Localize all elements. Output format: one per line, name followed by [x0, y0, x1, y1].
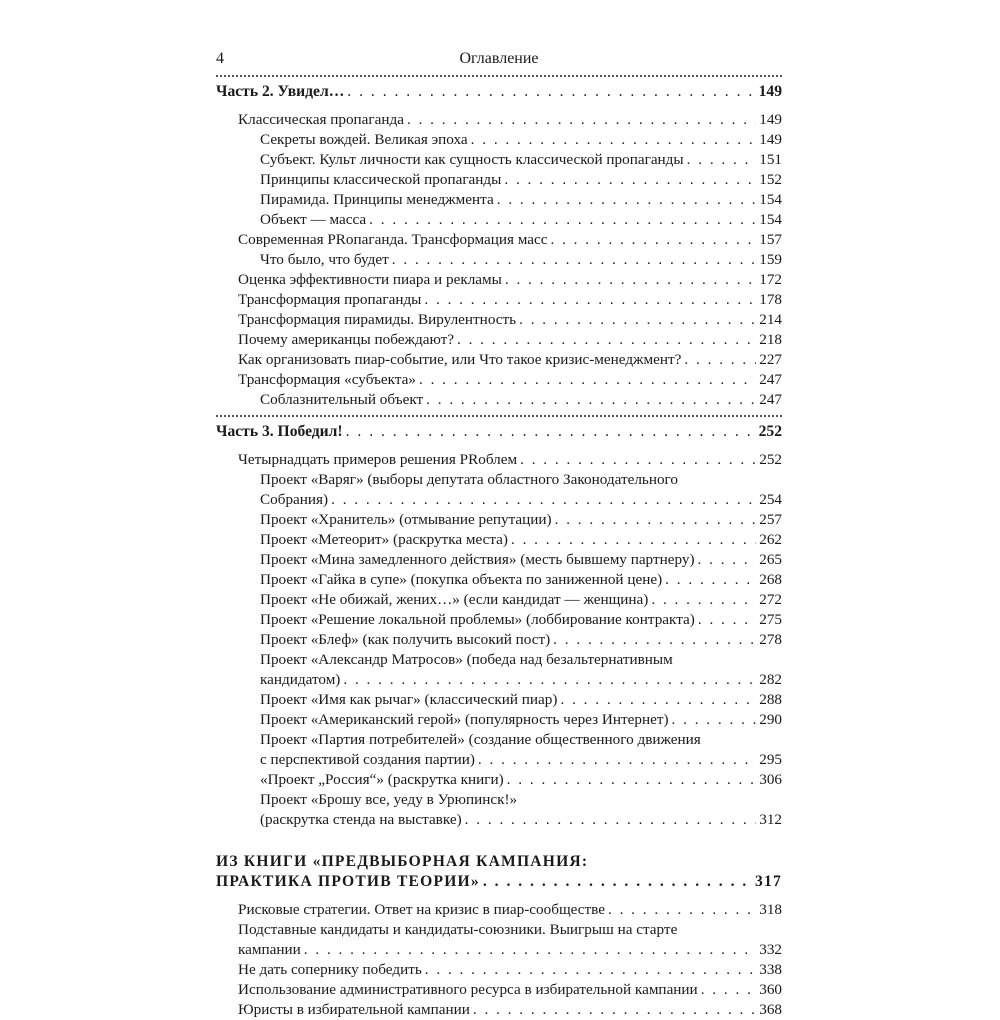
- toc-page-number: 149: [759, 131, 782, 148]
- toc-page-number: 149: [759, 111, 782, 128]
- dot-leader: [497, 190, 757, 210]
- toc-entry: [216, 390, 782, 410]
- dot-leader: [701, 980, 757, 1000]
- toc-page-number: 312: [759, 811, 782, 828]
- section-rule: [216, 415, 782, 417]
- dot-leader: [665, 570, 756, 590]
- toc-page-number: 338: [759, 961, 782, 978]
- toc-entry: [216, 170, 782, 190]
- page-header: [216, 48, 782, 74]
- dot-leader: [505, 270, 756, 290]
- toc-entry-text: Собрания): [260, 491, 329, 508]
- toc-entry: [216, 630, 782, 650]
- toc-entry: [216, 310, 782, 330]
- toc-page-number: 290: [759, 711, 782, 728]
- toc-entry-text: Проект «Не обижай, жених…» (если кандидат — женщина): [260, 591, 649, 608]
- toc-entry: [216, 130, 782, 150]
- toc-page-number: 317: [755, 873, 782, 890]
- toc-entry-text: Проект «Имя как рычаг» (классический пиар): [260, 691, 558, 708]
- toc-entry-text: Классическая пропаганда: [238, 111, 404, 128]
- toc-entry-text: Проект «Мина замедленного действия» (месть бывшему партнеру): [260, 551, 695, 568]
- toc-entry-text: Соблазнительный объект: [260, 391, 424, 408]
- toc-entry: [216, 450, 782, 470]
- dot-leader: [555, 510, 757, 530]
- toc-entry-text: Как организовать пиар-событие, или Что такое кризис-менеджмент?: [238, 351, 682, 368]
- toc-entry-text: «Проект „Россия“» (раскрутка книги): [260, 771, 504, 788]
- toc-entry-text: Проект «Партия потребителей» (создание общественного движения: [260, 731, 701, 748]
- toc-page-number: 306: [759, 771, 782, 788]
- toc-page-number: 272: [759, 591, 782, 608]
- toc-page-number: 154: [759, 191, 782, 208]
- dot-leader: [519, 310, 756, 330]
- toc-page-number: 214: [759, 311, 782, 328]
- toc-page-number: 278: [759, 631, 782, 648]
- toc-page-number: 332: [759, 941, 782, 958]
- toc-page-number: 151: [759, 151, 782, 168]
- toc-entry: [216, 550, 782, 570]
- toc-page-number: 178: [759, 291, 782, 308]
- toc-page-number: 247: [759, 371, 782, 388]
- toc-entry-text: Проект «Гайка в супе» (покупка объекта по заниженной цене): [260, 571, 663, 588]
- toc-page-number: 154: [759, 211, 782, 228]
- toc-entry-text: (раскрутка стенда на выставке): [260, 811, 462, 828]
- dot-leader: [419, 370, 756, 390]
- toc-page-number: 360: [759, 981, 782, 998]
- dot-leader: [504, 170, 756, 190]
- dot-leader: [651, 590, 756, 610]
- toc-page-number: 265: [759, 551, 782, 568]
- toc-entry: [216, 670, 782, 690]
- toc-page-number: 252: [758, 423, 782, 440]
- toc-entry: [216, 350, 782, 370]
- toc-entry-text: с перспективой создания партии): [260, 751, 475, 768]
- dot-leader: [471, 130, 757, 150]
- dot-leader: [687, 150, 757, 170]
- toc-entry: [216, 710, 782, 730]
- dot-leader: [684, 350, 756, 370]
- toc-entry-text: Проект «Брошу все, уеду в Урюпинск!»: [260, 791, 518, 808]
- toc-page-number: 295: [759, 751, 782, 768]
- dot-leader: [560, 690, 756, 710]
- dot-leader: [347, 82, 755, 102]
- toc-entry-text: Пирамида. Принципы менеджмента: [260, 191, 494, 208]
- toc-page-number: 254: [759, 491, 782, 508]
- toc-page-number: 282: [759, 671, 782, 688]
- dot-leader: [425, 960, 756, 980]
- dot-leader: [698, 610, 756, 630]
- toc-entry: [216, 590, 782, 610]
- toc-entry-text: Современная PRопаганда. Трансформация масс: [238, 231, 548, 248]
- dot-leader: [304, 940, 756, 960]
- toc-page-number: 288: [759, 691, 782, 708]
- toc-entry-text: Не дать сопернику победить: [238, 961, 422, 978]
- toc-page-number: 152: [759, 171, 782, 188]
- toc-page-number: 157: [759, 231, 782, 248]
- toc-entry: [216, 250, 782, 270]
- dot-leader: [478, 750, 756, 770]
- toc-entry-text: Четырнадцать примеров решения PRоблем: [238, 451, 518, 468]
- dot-leader: [331, 490, 756, 510]
- toc-entry: [216, 900, 782, 920]
- toc-entry: [216, 690, 782, 710]
- dot-leader: [511, 530, 756, 550]
- toc-entry-text: Принципы классической пропаганды: [260, 171, 502, 188]
- toc-entry-text: Юристы в избирательной кампании: [238, 1001, 470, 1018]
- running-title: Оглавление: [459, 50, 539, 67]
- toc-page-number: 159: [759, 251, 782, 268]
- toc-entry-text: Объект — масса: [260, 211, 367, 228]
- toc-part-title: Часть 2. Увидел…: [216, 83, 345, 100]
- toc-entry-text: кампании: [238, 941, 301, 958]
- table-of-contents: [216, 82, 782, 1020]
- toc-entry: [216, 150, 782, 170]
- toc-entry: [216, 940, 782, 960]
- toc-page-number: 218: [759, 331, 782, 348]
- toc-entry-text: кандидатом): [260, 671, 341, 688]
- dot-leader: [553, 630, 756, 650]
- toc-entry-text: Проект «Александр Матросов» (победа над безальтернативным: [260, 651, 673, 668]
- dot-leader: [426, 390, 756, 410]
- dot-leader: [520, 450, 756, 470]
- dot-leader: [550, 230, 756, 250]
- toc-part-2: [216, 82, 782, 102]
- toc-page-number: 227: [759, 351, 782, 368]
- toc-book-title: ПРАКТИКА ПРОТИВ ТЕОРИИ»: [216, 873, 480, 890]
- toc-entry: [216, 960, 782, 980]
- toc-entry-text: Проект «Метеорит» (раскрутка места): [260, 531, 508, 548]
- dot-leader: [608, 900, 756, 920]
- toc-entry-text: Субъект. Культ личности как сущность классической пропаганды: [260, 151, 684, 168]
- toc-entry-text: Проект «Решение локальной проблемы» (лоббирование контракта): [260, 611, 695, 628]
- toc-entry: [216, 530, 782, 550]
- dot-leader: [465, 810, 757, 830]
- toc-entry-text: Проект «Хранитель» (отмывание репутации): [260, 511, 552, 528]
- toc-page-number: 257: [759, 511, 782, 528]
- toc-page-number: 268: [759, 571, 782, 588]
- toc-entry-text: Что было, что будет: [260, 251, 389, 268]
- toc-page-number: 247: [759, 391, 782, 408]
- toc-page-number: 172: [759, 271, 782, 288]
- toc-entry-text: Почему американцы побеждают?: [238, 331, 454, 348]
- toc-entry: [216, 190, 782, 210]
- toc-entry-text: Трансформация «субъекта»: [238, 371, 416, 388]
- toc-page-number: 368: [759, 1001, 782, 1018]
- toc-entry: [216, 570, 782, 590]
- dot-leader: [698, 550, 757, 570]
- toc-entry-text: Проект «Блеф» (как получить высокий пост): [260, 631, 551, 648]
- dot-leader: [346, 422, 756, 442]
- toc-entry-text: Оценка эффективности пиара и рекламы: [238, 271, 502, 288]
- toc-page-number: 318: [759, 901, 782, 918]
- toc-page-number: 275: [759, 611, 782, 628]
- toc-entry-text: Подставные кандидаты и кандидаты-союзники. Выигрыш на старте: [238, 921, 678, 938]
- toc-entry-text: Рисковые стратегии. Ответ на кризис в пиар-сообществе: [238, 901, 605, 918]
- toc-entry: [216, 290, 782, 310]
- page-number: 4: [216, 50, 224, 67]
- toc-entry: [216, 330, 782, 350]
- toc-entry: [216, 610, 782, 630]
- dot-leader: [483, 872, 752, 892]
- dot-leader: [457, 330, 756, 350]
- dot-leader: [507, 770, 757, 790]
- toc-entry-text: Проект «Американский герой» (популярность через Интернет): [260, 711, 669, 728]
- toc-book-heading: [216, 872, 782, 892]
- dot-leader: [343, 670, 756, 690]
- toc-entry-text: Проект «Варяг» (выборы депутата областного Законодательного: [260, 471, 678, 488]
- toc-entry-text: Трансформация пропаганды: [238, 291, 422, 308]
- dot-leader: [424, 290, 756, 310]
- toc-part-3: [216, 422, 782, 442]
- toc-entry-text: Использование административного ресурса в избирательной кампании: [238, 981, 698, 998]
- toc-entry: [216, 270, 782, 290]
- dot-leader: [392, 250, 756, 270]
- toc-entry: [216, 770, 782, 790]
- dot-leader: [369, 210, 756, 230]
- toc-page-number: 149: [758, 83, 782, 100]
- toc-entry: [216, 980, 782, 1000]
- toc-page-number: 262: [759, 531, 782, 548]
- toc-page-number: 252: [759, 451, 782, 468]
- toc-entry: [216, 810, 782, 830]
- toc-entry-text: Трансформация пирамиды. Вирулентность: [238, 311, 517, 328]
- dot-leader: [672, 710, 757, 730]
- header-rule: [216, 75, 782, 77]
- dot-leader: [473, 1000, 756, 1020]
- toc-entry: [216, 110, 782, 130]
- toc-entry: [216, 210, 782, 230]
- toc-entry: [216, 490, 782, 510]
- toc-part-title: Часть 3. Победил!: [216, 423, 343, 440]
- toc-entry-text: Секреты вождей. Великая эпоха: [260, 131, 468, 148]
- toc-book-title: ИЗ КНИГИ «ПРЕДВЫБОРНАЯ КАМПАНИЯ:: [216, 853, 589, 870]
- toc-entry: [216, 1000, 782, 1020]
- toc-entry: [216, 750, 782, 770]
- toc-entry: [216, 510, 782, 530]
- toc-entry: [216, 230, 782, 250]
- dot-leader: [407, 110, 756, 130]
- toc-entry: [216, 370, 782, 390]
